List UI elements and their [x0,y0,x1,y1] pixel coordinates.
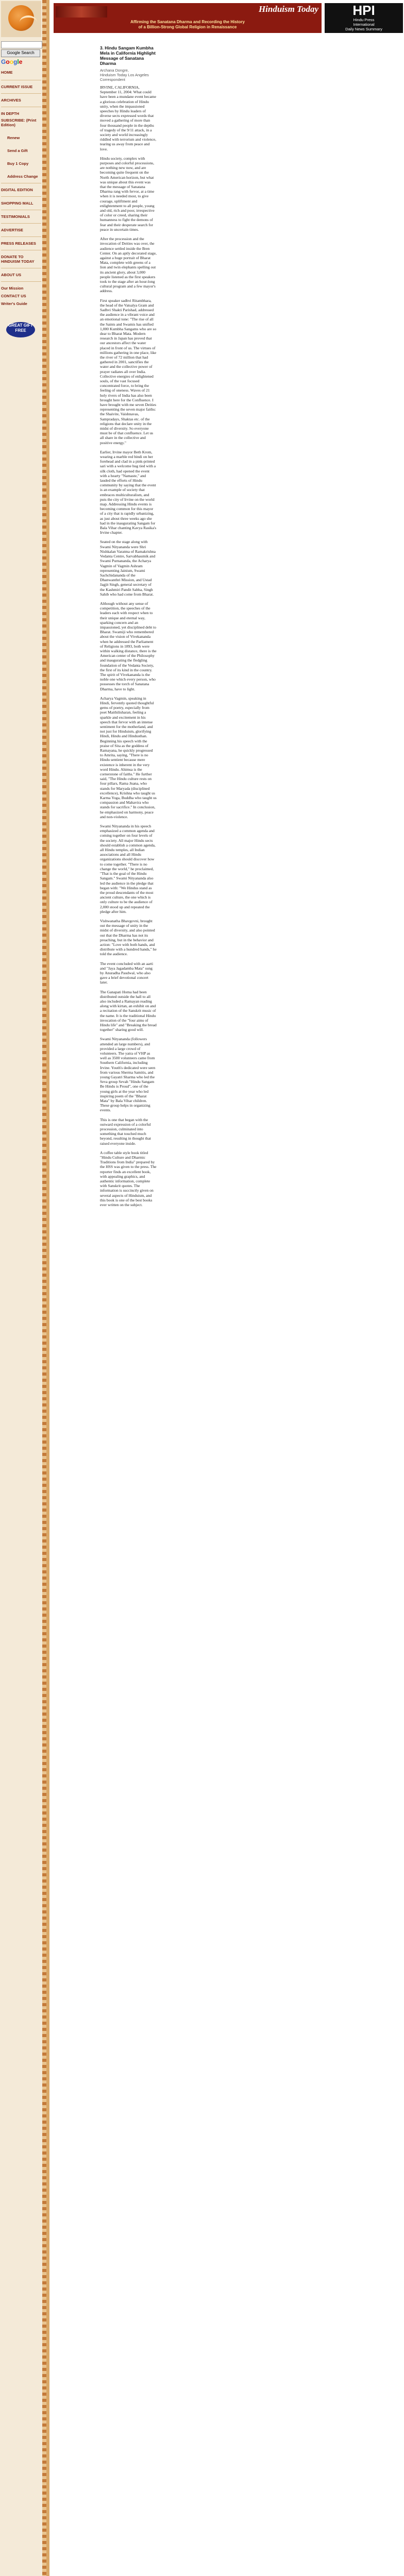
decorative-border [42,0,46,2576]
tagline-line-2: of a Billion-Strong Global Religion in Renaissance [138,25,237,29]
nav-home[interactable]: HOME [1,70,13,75]
article-title: 3. Hindu Sangam Kumbha Mela in California Highlight Message of Sanatana Dharma [100,45,156,66]
nav-donate[interactable]: DONATE TO HINDUISM TODAY [1,255,35,264]
nav-divider [1,93,41,94]
article-paragraph: IRVINE, CALIFORNIA, September 11, 2004: What could have been a mundane event became a glorious celebration of Hindu unity, when the impassioned speeches by Hindu leaders of diverse sects expressed words that moved a gathering of more than four thousand people in the depths of tragedy of the 9/11 attack, in a society and world increasingly riddled with terrorism and violence, tearing us away from peace and love. [100,85,157,151]
nav-buy-copy[interactable]: Buy 1 Copy [7,161,29,166]
nav-divider [1,281,41,282]
article-paragraph: Hindu society, complex with purposes and colorful processions, are nothing new now, and are becoming quite frequent on the North American horizon, but what was unique about this event was that the message of Sanatana Dharma rang with fervor, at a time when it is needed most, to give courage, upliftment and enlightenment to all people, young and old, rich and poor, irrespective of color or creed, sharing their humanness to fight the demons of fear and their desperate search for peace in uncertain times. [100,156,155,232]
byline-author: Archana Dongre, [100,68,129,73]
hpi-subtitle: International [353,22,375,27]
left-sidebar [0,0,43,2576]
nav-current-issue[interactable]: CURRENT ISSUE [1,84,33,89]
nav-divider [1,223,41,224]
article-paragraph: Vishwanatha Bhavgovni, brought out the message of unity in the midst of diversity, and also pointed out that the Dharma has not its preaching, but in the behavior and action: "Love with both hands, and distribute with a hundred hands," he told the audience. [100,918,157,957]
nav-address-change[interactable]: Address Change [7,174,38,179]
article-paragraph: Swami Nityananda (followers attended an large numbers), and provided a large crowd of volunteers. The yatra of VHP as well as 3500 volunteers came from Southern California, including Irvine. Youth's dedicated were seen from various Sherma Samitis, and young Gayatri Sharma who led the Seva group Sevah "Hindu Sangam Be Hindu is Proud", one of the young girls at the year who led inspiring poem of the "Bharat Mata" by Bala Vihar children. These group helps in organizing events. [100,1037,156,1113]
site-tagline [54,20,322,30]
article [100,45,157,1212]
nav-divider [1,196,41,197]
article-paragraph: Seated on the stage along with Swami Nityananda were Shri Nishkalan Varatma of Ramakrishna Vedanta Centre, Sarvabhaumik and Swami Purnananda, the Acharya Vagmin of Vagmin Ashram representing Jainism, Swami Sachchidananda of the Dhanwanthri Mission, and Ustad Jagjit Singh, general secretary of the Kashmiri Pandit Sabha, Singh Sahib who had come from Bharat. [100,539,156,597]
nav-in-depth[interactable]: IN DEPTH [1,111,20,116]
search-input[interactable] [1,41,42,48]
hpi-title: HPI [352,3,375,18]
main-nav [1,68,41,306]
article-paragraph: This is one that began with the outward expression of a colorful procession, culminated into something that touched much beyond, resulting in thought that raised everyone inside. [100,1117,151,1146]
banner-artwork [56,6,107,18]
search-area [1,39,41,65]
decorative-border [46,0,49,2576]
article-paragraph: Earlier, Irvine mayor Beth Krom, wearing a marble red bindi on her forehead and clad in a pink-printed sari with a welcome hug tied with a silk cloth, had opened the event with a hearty "Namaste," and lauded the efforts of Hindu community by saying that the event is an example of society that embraces multiculturalism, and puts the city of Irvine on the world map. Addressing Hindu events is becoming common for this mayor of a city that is rapidly urbanizing, as just about three weeks ago she had in the inaugurating Sangam for Bala Vihar chanting Kavya Rasika's Irvine chapter. [100,449,157,535]
hpi-logo[interactable] [325,3,403,33]
nav-archives[interactable]: ARCHIVES [1,98,21,103]
nav-about-us[interactable]: ABOUT US [1,273,22,277]
article-paragraph: Swami Nityananda in his speech emphasized a common agenda and coming together on four levels of the society. All major Hindu sects should establish a common agenda, all Hindu temples, all Indian associations and all Hindu organizations should discover how to come together. "There is no change the world," he proclaimed, "That is the goal of the Hindu Sangam." Swami Nityananda also led the audience in the pledge that began with: "We Hindus stand as the proud descendants of the most ancient culture, the one which is only culture to be the audience of 2,000 stood up and repeated the pledge after him. [100,824,156,914]
hinduism-today-banner[interactable] [54,3,322,33]
nav-advertise[interactable]: ADVERTISE [1,228,23,232]
article-paragraph: The event concluded with an aarti and "Jaya Jagadamba Mata" sung by Anuradha Paudwal, who also gave a brief devotional concert later. [100,961,154,985]
byline-role: Correspondent [100,77,125,82]
page-header [54,3,403,33]
nav-testimonials[interactable]: TESTIMONIALS [1,214,30,219]
article-paragraph: Although without any sense of competition, the speeches of the leaders each with respect when to their unique and eternal way, sparking concern and an impassioned, yet disciplined debt to Bharat. Swamiji who remembered about the vision of Vivekananda when he addressed the Parliament of Religions in 1893, both were within walking distance, there is the American center of the Philosophy and inaugurating the fledgling foundation of the Vedanta Society, the first of its kind in the country. The spirit of Vivekananda is the noble one which every person, who possesses the torch of Sanatana Dharma, have to light. [100,601,157,691]
article-paragraph: A coffee table style book titled "Hindu Culture and Dharmic Traditions from India" prepared by the HSS was given to the press. The reporter finds an excellent book, with appealing graphics, and authentic information, complete with Sanskrit quotes. The information is succinctly given on several aspects of Hinduism, and this book is one of the best books ever written on the subject. [100,1150,157,1208]
nav-digital-edition[interactable]: DIGITAL EDITION [1,188,33,192]
great-gift-free-badge[interactable]: GREAT GIFT FREE [6,322,35,337]
nav-shopping-mall[interactable]: SHOPPING MALL [1,201,33,206]
tagline-line-1: Affirming the Sanatana Dharma and Recording the History [130,20,245,24]
article-byline [100,68,157,82]
nav-our-mission[interactable]: Our Mission [1,286,24,291]
article-paragraph: First speaker sadhvi Ritambhara, the head of the Vatsalya Gram and Sadhvi Shakti Parishad, addressed the audience in a vibrant voice and an emotional tone: "The rise of all the Saints and Swamis has unified 1,000 Kumbha Sangams who are so dear to Bharat Mata. Modern research in Japan has proved that our ancestors affect the water placed in front of us. The virtues of millions gathering in one place, like the river of 72 million that had gathered in 2001, sanctifies the water and the collective power of prayer radiates all over India. Collective energies of enlightened souls, of the vast focused concentrated force, to bring the feeling of oneness. Waves of 21 holy rivers of India has also been brought here for the Confluence. I have brought with me seven Deities representing the seven major faiths: the Shaivite, Vaishnavas, Sampradays, Shaktas etc. of the religions that declare unity in the midst of diversity. So everyone must be of that confluence. Let us all share in the collective and positive energy." [100,298,157,445]
site-logo[interactable] [1,1,41,37]
om-emblem-icon [8,5,34,31]
nav-send-gift[interactable]: Send a Gift [7,148,28,153]
article-paragraph: Acharya Vagmin, speaking in Hindi, fervently quoted thoughtful gems of poetry, especially from poet Maithilisharan, feeling a sparkle and excitement in his speech that fervor with an intense sentiment for the motherland, and not just for Hinduism, glorifying Hindi, Hindu and Hindusthan. Beginning his speech with the praise of Sita as the goddess of Ramayana, he quickly progressed to Amrita, saying, "There is no Hindu sentient because mere existence is inherent in the very word Hindu. Ahimsa is the cornerstone of faiths." He further said, "The Hindu culture rests on four pillars, Rama Jnana, who stands for Maryada (disciplined excellence), Krishna who taught us Karma Yoga, Buddha who taught us compassion and Mahavira who stands for sacrifice." In conclusion, he emphasized on harmony, peace and non-violence. [100,696,157,819]
nav-divider [1,236,41,237]
hpi-subtitle: Hindu Press [353,18,375,22]
nav-subscribe[interactable]: SUBSCRIBE: (Print Edition) [1,118,37,127]
nav-renew[interactable]: Renew [7,135,20,140]
site-title: Hinduism Today [258,4,318,14]
nav-press-releases[interactable]: PRESS RELEASES [1,241,36,246]
byline-publication: Hinduism Today Los Angeles [100,73,149,77]
google-logo[interactable]: Google [1,58,23,65]
article-paragraph: The Ganapati Homa had been distributed outside the hall to all also included a Ramayan reading along with kirtan, an exhibit on and a recitation of the Sanskrit music of the name. It is the traditional Hindu invocation of the "four aims of Hindu life" and "Breaking the bread together" sharing good will. [100,989,157,1032]
nav-contact-us[interactable]: CONTACT US [1,294,26,298]
nav-writers-guide[interactable]: Writer's Guide [1,301,27,306]
article-paragraph: After the procession and the invocation of Deities was over, the audience settled inside the Bren Center. On an aptly decorated stage, against a huge portrait of Bharat Mata, complete with greens of a lion and twin elephants spelling out its ancient glory, about 3,000 people listened as the first speakers took to the stage after an hour-long cultural program and a few mayor's address. [100,236,157,294]
hpi-subtitle: Daily News Summary [345,27,382,31]
google-search-button[interactable]: Google Search [1,49,40,57]
